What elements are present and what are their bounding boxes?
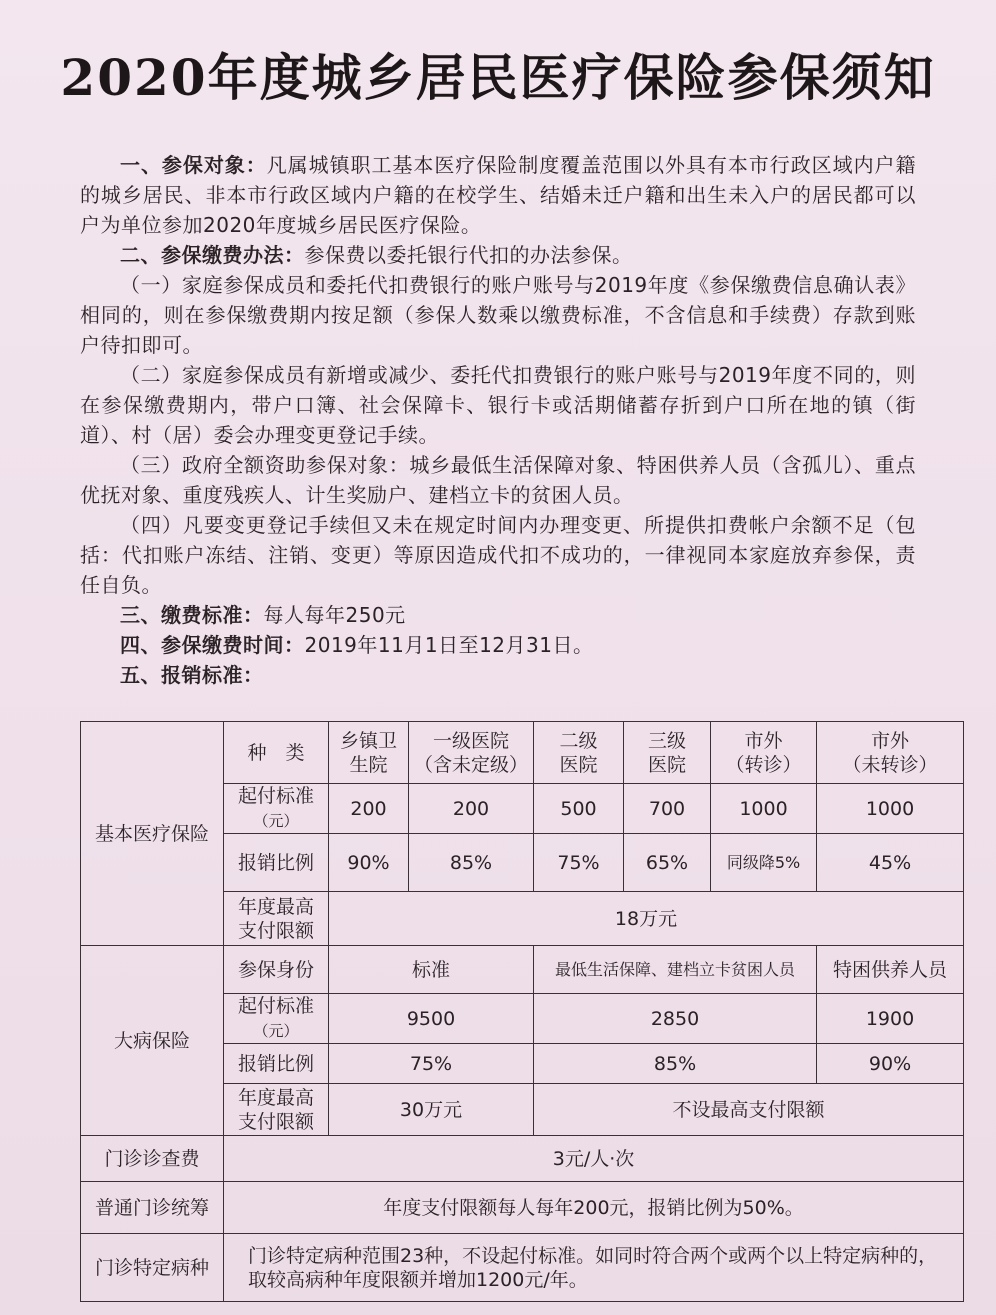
- section-2-text: 参保费以委托银行代扣的办法参保。: [304, 243, 633, 267]
- deductible-label: 起付标准 （元）: [224, 784, 329, 834]
- table-row: [81, 722, 964, 784]
- identity-value: 最低生活保障、建档立卡贫困人员: [534, 946, 817, 994]
- identity-value: 标准: [329, 946, 534, 994]
- table-row: [81, 1136, 964, 1182]
- outpatient-value: 年度支付限额每人每年200元，报销比例为50%。: [224, 1182, 964, 1234]
- hospital-header: 二级 医院: [534, 722, 624, 784]
- ratio-value: 90%: [329, 834, 409, 892]
- ratio-value: 45%: [817, 834, 964, 892]
- section-4-heading: 四、参保缴费时间：: [120, 633, 305, 657]
- hospital-header: 市外 （未转诊）: [817, 722, 964, 784]
- deductible-value: 1000: [711, 784, 817, 834]
- table-row: [81, 1182, 964, 1234]
- identity-value: 特困供养人员: [817, 946, 964, 994]
- cap-value: 不设最高支付限额: [534, 1084, 964, 1136]
- section-1: [80, 150, 916, 240]
- section-4: [80, 630, 916, 660]
- hospital-header: 乡镇卫 生院: [329, 722, 409, 784]
- ratio-label: 报销比例: [224, 1044, 329, 1084]
- ratio-value: 90%: [817, 1044, 964, 1084]
- table-row: [81, 1234, 964, 1302]
- cap-value: 18万元: [329, 892, 964, 946]
- notice-body: [80, 150, 916, 690]
- deductible-value: 200: [409, 784, 534, 834]
- hospital-header: 三级 医院: [624, 722, 711, 784]
- deductible-value: 500: [534, 784, 624, 834]
- section-1-text: 凡属城镇职工基本医疗保险制度覆盖范围以外具有本市行政区域内户籍的城乡居民、非本市行政区域内户籍的在校学生、结婚未迁户籍和出生未入户的居民都可以户为单位参加2020年度城乡居民医疗保险。: [80, 153, 917, 237]
- section-4-text: 2019年11月1日至12月31日。: [304, 633, 594, 657]
- hospital-header: 市外 （转诊）: [711, 722, 817, 784]
- deductible-value: 1900: [817, 994, 964, 1044]
- section-2: [80, 240, 916, 270]
- section-5: [80, 660, 916, 690]
- deductible-label: 起付标准 （元）: [224, 994, 329, 1044]
- deductible-value: 700: [624, 784, 711, 834]
- deductible-value: 2850: [534, 994, 817, 1044]
- ratio-value: 85%: [409, 834, 534, 892]
- paragraph-4: （四）凡要变更登记手续但又未在规定时间内办理变更、所提供扣费帐户余额不足（包括：代扣账户冻结、注销、变更）等原因造成代扣不成功的，一律视同本家庭放弃参保，责任自负。: [80, 513, 916, 597]
- section-5-heading: 五、报销标准：: [120, 663, 264, 687]
- clinic-fee-value: 3元/人·次: [224, 1136, 964, 1182]
- section-1-heading: 一、参保对象：: [120, 153, 267, 177]
- section-3-text: 每人每年250元: [263, 603, 406, 627]
- section-2-heading: 二、参保缴费办法：: [120, 243, 305, 267]
- identity-label: 参保身份: [224, 946, 329, 994]
- hospital-header: 一级医院 （含未定级）: [409, 722, 534, 784]
- paragraph-1: （一）家庭参保成员和委托代扣费银行的账户账号与2019年度《参保缴费信息确认表》相同的，则在参保缴费期内按足额（参保人数乘以缴费标准，不含信息和手续费）存款到账户待扣即可。: [80, 273, 916, 357]
- ratio-value: 75%: [534, 834, 624, 892]
- ratio-label: 报销比例: [224, 834, 329, 892]
- cap-label: 年度最高 支付限额: [224, 1084, 329, 1136]
- outpatient-label: 普通门诊统筹: [81, 1182, 224, 1234]
- special-disease-value: 门诊特定病种范围23种，不设起付标准。如同时符合两个或两个以上特定病种的，取较高病种年度限额并增加1200元/年。: [224, 1234, 964, 1302]
- ratio-value: 85%: [534, 1044, 817, 1084]
- paragraph-2: （二）家庭参保成员有新增或减少、委托代扣费银行的账户账号与2019年度不同的，则在参保缴费期内，带户口簿、社会保障卡、银行卡或活期储蓄存折到户口所在地的镇（街道）、村（居）委会办理变更登记手续。: [80, 363, 916, 447]
- basic-insurance-label: 基本医疗保险: [81, 722, 224, 946]
- paragraph-3: （三）政府全额资助参保对象：城乡最低生活保障对象、特困供养人员（含孤儿）、重点优抚对象、重度残疾人、计生奖励户、建档立卡的贫困人员。: [80, 453, 916, 507]
- reimbursement-table: [80, 721, 964, 1302]
- section-3-heading: 三、缴费标准：: [120, 603, 264, 627]
- deductible-value: 200: [329, 784, 409, 834]
- ratio-value: 同级降5%: [711, 834, 817, 892]
- clinic-fee-label: 门诊诊查费: [81, 1136, 224, 1182]
- cap-value: 30万元: [329, 1084, 534, 1136]
- special-disease-label: 门诊特定病种: [81, 1234, 224, 1302]
- type-label: 种 类: [224, 722, 329, 784]
- section-3: [80, 600, 916, 630]
- deductible-value: 1000: [817, 784, 964, 834]
- serious-insurance-label: 大病保险: [81, 946, 224, 1136]
- ratio-value: 75%: [329, 1044, 534, 1084]
- page-title: 2020年度城乡居民医疗保险参保须知: [60, 48, 936, 107]
- deductible-value: 9500: [329, 994, 534, 1044]
- cap-label: 年度最高 支付限额: [224, 892, 329, 946]
- table-row: [81, 946, 964, 994]
- ratio-value: 65%: [624, 834, 711, 892]
